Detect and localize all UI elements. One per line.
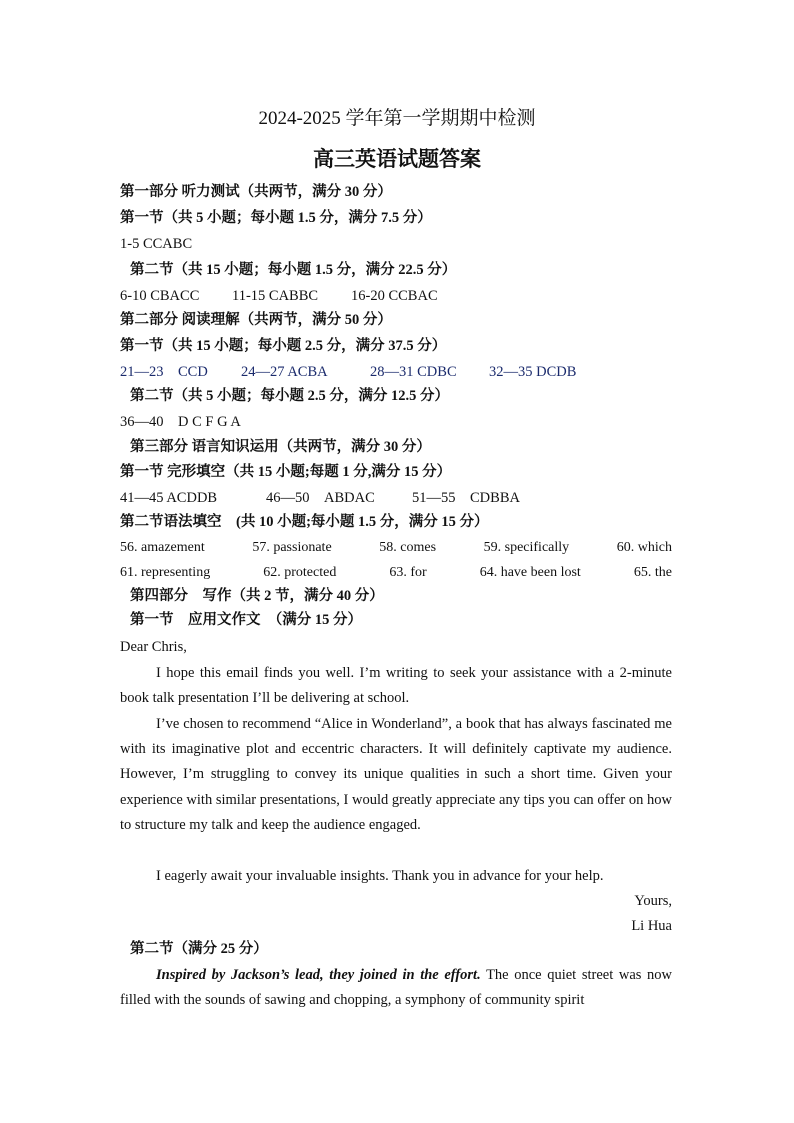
part2-section1-heading: 第一节（共 15 小题；每小题 2.5 分，满分 37.5 分） xyxy=(120,338,447,354)
letter-closing: Yours, xyxy=(634,893,672,909)
continuation-lead-sentence: Inspired by Jackson’s lead, they joined in the effort. xyxy=(156,967,481,983)
part2-section1-answers-2: 24—27 ACBA xyxy=(241,364,328,380)
part1-section2-answers-2: 11-15 CABBC xyxy=(232,288,319,304)
grammar-answer: 56. amazement xyxy=(120,540,205,555)
grammar-answer: 64. have been lost xyxy=(479,565,581,580)
grammar-answer: 61. representing xyxy=(120,565,211,580)
continuation-paragraph xyxy=(120,963,672,1013)
grammar-answer: 62. protected xyxy=(263,565,337,580)
letter-salutation: Dear Chris, xyxy=(120,639,187,655)
part3-section1-answers-2: 46—50 ABDAC xyxy=(266,490,375,506)
part2-section2-answers: 36—40 D C F G A xyxy=(120,414,241,430)
part1-section2-answers-1: 6-10 CBACC xyxy=(120,288,200,304)
part2-section1-answers-1: 21—23 CCD xyxy=(120,364,208,380)
part3-section1-answers-3: 51—55 CDBBA xyxy=(412,490,520,506)
part3-section1-heading: 第一节 完形填空（共 15 小题;每题 1 分,满分 15 分） xyxy=(120,464,452,480)
part3-heading: 第三部分 语言知识运用（共两节，满分 30 分） xyxy=(130,439,431,455)
grammar-answer: 57. passionate xyxy=(252,540,332,555)
grammar-answer: 65. the xyxy=(633,565,672,580)
grammar-answers-row-1 xyxy=(120,538,672,558)
exam-subtitle: 高三英语试题答案 xyxy=(313,147,481,171)
grammar-answer: 58. comes xyxy=(379,540,437,555)
letter-paragraph-2 xyxy=(120,712,672,838)
exam-title: 2024-2025 学年第一学期期中检测 xyxy=(258,108,536,129)
letter-paragraph-1 xyxy=(120,661,672,711)
part2-heading: 第二部分 阅读理解（共两节，满分 50 分） xyxy=(120,312,392,328)
continuation-text: The once quiet street was now filled with the sounds of sawing and chopping, a symphony of community spirit xyxy=(120,967,672,1009)
part4-section1-heading: 第一节 应用文作文 （满分 15 分） xyxy=(130,612,362,628)
part2-section1-answers-3: 28—31 CDBC xyxy=(370,364,457,380)
part3-section1-answers-1: 41—45 ACDDB xyxy=(120,490,218,506)
part1-section1-heading: 第一节（共 5 小题；每小题 1.5 分，满分 7.5 分） xyxy=(120,210,432,226)
grammar-answer: 63. for xyxy=(389,565,427,580)
part2-section1-answers-4: 32—35 DCDB xyxy=(489,364,577,380)
grammar-answer: 59. specifically xyxy=(483,540,570,555)
letter-signature: Li Hua xyxy=(631,918,672,934)
part3-section2-heading: 第二节语法填空 (共 10 小题;每小题 1.5 分，满分 15 分） xyxy=(120,514,489,530)
letter-paragraph-3 xyxy=(120,864,672,889)
part2-section2-heading: 第二节（共 5 小题；每小题 2.5 分，满分 12.5 分） xyxy=(130,388,449,404)
letter-paragraph-3-text: I eagerly await your invaluable insights. Thank you in advance for your help. xyxy=(156,868,604,884)
part1-heading: 第一部分 听力测试（共两节，满分 30 分） xyxy=(120,184,392,200)
part1-section2-answers-3: 16-20 CCBAC xyxy=(351,288,438,304)
part1-section2-heading: 第二节（共 15 小题；每小题 1.5 分，满分 22.5 分） xyxy=(130,262,457,278)
letter-paragraph-1-text: I hope this email finds you well. I’m writing to seek your assistance with a 2-minute book talk presentation I’ll be delivering at school. xyxy=(120,665,672,707)
part4-section2-heading: 第二节（满分 25 分） xyxy=(130,941,268,957)
part4-heading: 第四部分 写作（共 2 节，满分 40 分） xyxy=(130,588,384,604)
letter-paragraph-2-text: I’ve chosen to recommend “Alice in Wonderland”, a book that has always fascinated me with its imaginative plot and eccentric characters. It will definitely captivate my audience. However, I’m struggling to convey its unique qualities in such a short time. Given your experience with similar presentations, I would greatly appreciate any tips you can offer on how to structure my talk and keep the audience engaged. xyxy=(120,716,672,833)
grammar-answer: 60. which xyxy=(616,540,672,555)
part1-section1-answers: 1-5 CCABC xyxy=(120,236,193,252)
grammar-answers-row-2 xyxy=(120,563,672,583)
